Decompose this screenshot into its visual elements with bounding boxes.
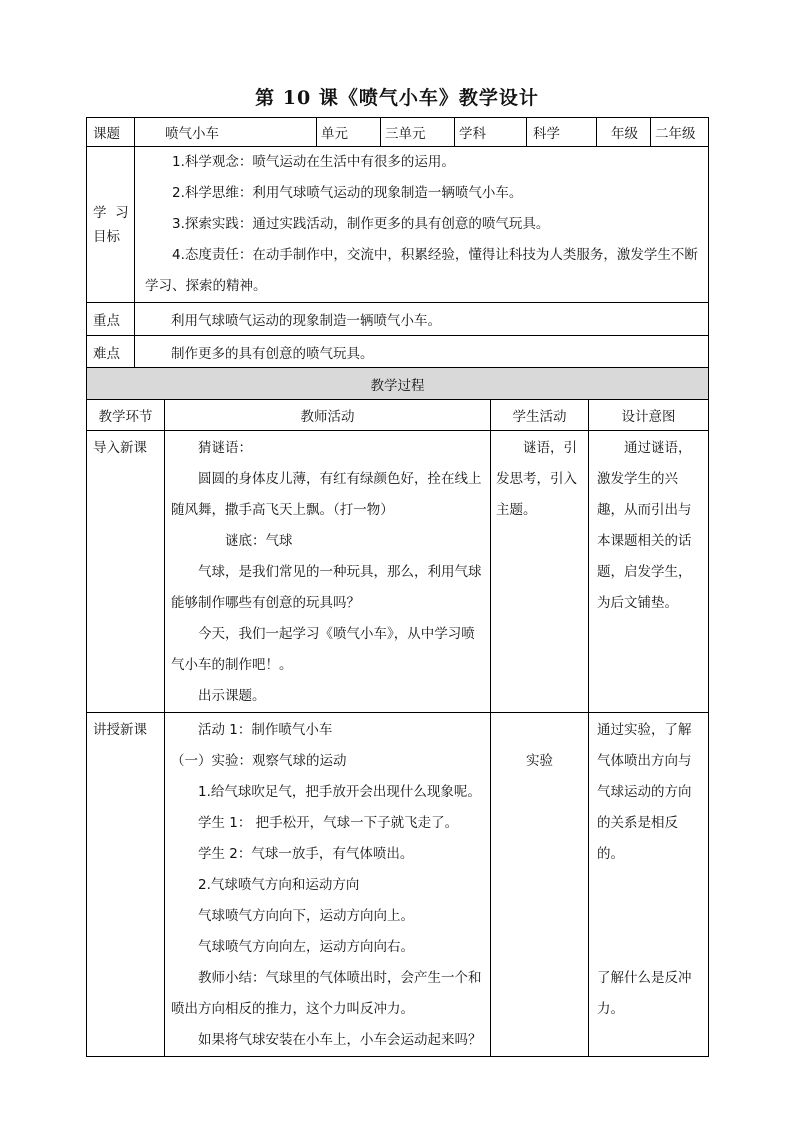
goal-item: 1.科学观念：喷气运动在生活中有很多的运用。: [172, 154, 455, 170]
intro-stage: 导入新课: [87, 431, 165, 713]
intro-line: 出示课题。: [198, 688, 266, 704]
teach-line: 气球喷气方向向左，运动方向向右。: [198, 939, 414, 955]
goals-content: [135, 147, 709, 303]
lesson-info-table: [86, 117, 709, 369]
key-point-text: 利用气球喷气运动的现象制造一辆喷气小车。: [135, 303, 709, 336]
topic-label: 课题: [87, 118, 135, 147]
intro-line: 谜底：气球: [225, 533, 293, 549]
unit-label: 单元: [317, 118, 381, 147]
header-teacher: 教师活动: [165, 400, 491, 431]
teach-line: 1.给气球吹足气，把手放开会出现什么现象呢。: [198, 784, 481, 800]
header-student: 学生活动: [491, 400, 589, 431]
grade-label: 年级: [597, 118, 651, 147]
teach-intent-2: 了解什么是反冲力。: [597, 970, 692, 1017]
teach-line: 学生 1： 把手松开，气球一下子就飞走了。: [198, 815, 459, 831]
intro-student: 谜语，引发思考，引入主题。: [491, 431, 589, 713]
goals-label: [87, 147, 135, 303]
intro-teacher: [165, 431, 491, 713]
intro-line: 今天，我们一起学习《喷气小车》，从中学习喷气小车的制作吧！。: [171, 626, 475, 673]
intro-line: 圆圆的身体皮儿薄，有红有绿颜色好，拴在线上随风舞，撒手高飞天上飘。（打一物）: [171, 471, 482, 518]
teach-line: 气球喷气方向向下，运动方向向上。: [198, 908, 414, 924]
teach-line: 如果将气球安装在小车上，小车会运动起来吗？: [198, 1032, 482, 1048]
teach-stage: 讲授新课: [87, 713, 165, 1057]
process-title: 教学过程: [87, 368, 709, 400]
goals-label-line1: 学 习: [93, 204, 129, 221]
goal-item: 2.科学思维：利用气球喷气运动的现象制造一辆喷气小车。: [172, 185, 523, 201]
teach-student: 实验: [491, 713, 589, 1057]
subject-value: 科学: [527, 118, 597, 147]
teach-line: 2.气球喷气方向和运动方向: [198, 877, 360, 893]
teach-line: 学生 2：气球一放手，有气体喷出。: [198, 846, 414, 862]
header-stage: 教学环节: [87, 400, 165, 431]
teach-line: 教师小结：气球里的气体喷出时，会产生一个和喷出方向相反的推力，这个力叫反冲力。: [171, 970, 482, 1017]
goal-item: 3.探索实践：通过实践活动，制作更多的具有创意的喷气玩具。: [172, 216, 550, 232]
teach-line: （一）实验：观察气球的运动: [171, 753, 347, 769]
header-intent: 设计意图: [589, 400, 709, 431]
teach-intent-1: 通过实验，了解气体喷出方向与气球运动的方向的关系是相反的。: [597, 722, 692, 862]
grade-value: 二年级: [651, 118, 709, 147]
intro-line: 猜谜语：: [198, 440, 252, 456]
document-title: 第 10 课《喷气小车》教学设计: [255, 87, 539, 109]
key-point-label: 重点: [87, 303, 135, 336]
goal-item: 4.态度责任：在动手制作中，交流中，积累经验，懂得让科技为人类服务，激发学生不断学习、探索的精神。: [145, 247, 698, 294]
teach-line: 活动 1：制作喷气小车: [198, 722, 333, 738]
teach-intent: [589, 713, 709, 1057]
goals-label-line2: 目标: [93, 228, 120, 245]
unit-value: 三单元: [381, 118, 455, 147]
difficulty-text: 制作更多的具有创意的喷气玩具。: [135, 336, 709, 369]
intro-intent: 通过谜语，激发学生的兴趣，从而引出与本课题相关的话题，启发学生，为后文铺垫。: [589, 431, 709, 713]
subject-label: 学科: [455, 118, 527, 147]
teaching-process-table: [86, 367, 709, 1057]
topic-value: 喷气小车: [135, 118, 317, 147]
difficulty-label: 难点: [87, 336, 135, 369]
intro-line: 气球，是我们常见的一种玩具，那么，利用气球能够制作哪些有创意的玩具吗？: [171, 564, 482, 611]
teach-teacher: [165, 713, 491, 1057]
